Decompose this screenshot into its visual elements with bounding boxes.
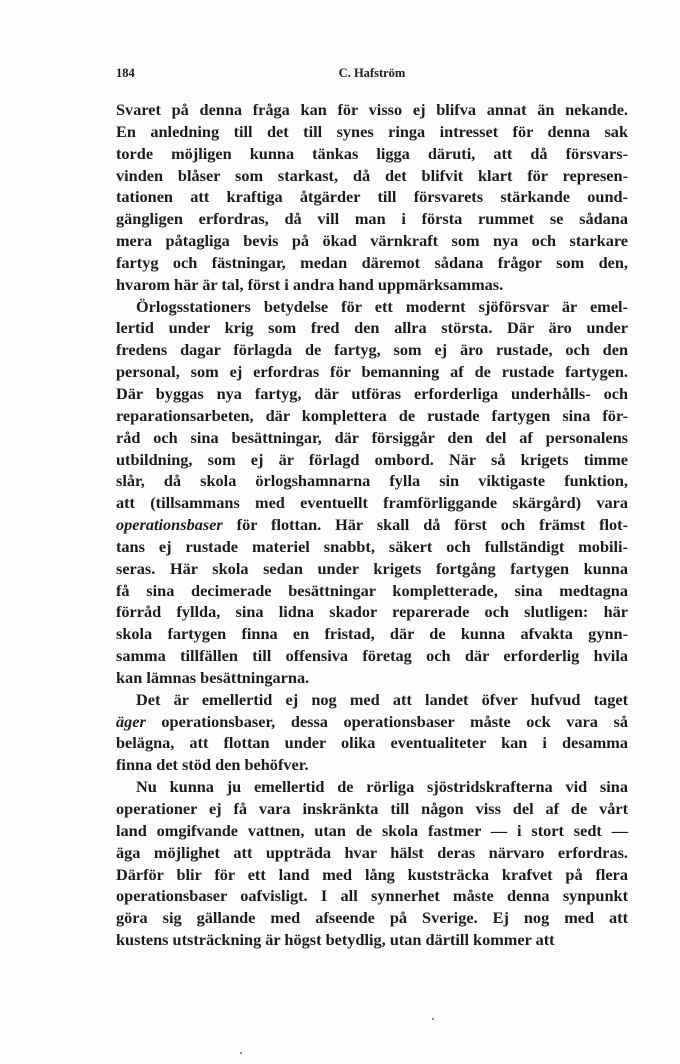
text-line (116, 820, 628, 842)
text-line (116, 645, 628, 667)
text-segment: operationer ej få vara inskränkta till någon viss del af de vårt (116, 799, 628, 818)
text-segment: operationsbaser, dessa operationsbaser måste ock vara så (145, 711, 628, 731)
text-segment: kustens utsträckning är högst betydlig, utan därtill kommer att (116, 930, 555, 950)
text-line (116, 208, 628, 230)
text-segment: att (tillsammans med eventuellt framförliggande skärgård) vara (116, 493, 628, 513)
text-line (116, 754, 628, 776)
text-segment: göra sig gällande med afseende på Sverige. Ej nog med att (116, 908, 628, 928)
text-line (116, 186, 628, 208)
text-segment: förråd fyllda, sina lidna skador reparerade och slutligen: här (116, 602, 628, 622)
text-line (116, 492, 628, 514)
text-segment: Svaret på denna fråga kan för visso ej blifva annat än nekande. (116, 100, 628, 119)
text-line (116, 296, 628, 318)
text-segment: operationsbaser oafvisligt. I all synnerhet måste denna synpunkt (116, 886, 628, 906)
text-line (116, 383, 628, 405)
text-segment: vinden blåser som starkast, då det blifvit klart för represen- (116, 165, 628, 185)
body-text (116, 99, 628, 951)
text-line (116, 558, 628, 580)
text-line (116, 929, 628, 951)
text-segment: hvarom här är tal, först i andra hand uppmärksammas. (116, 274, 504, 294)
text-segment: belägna, att flottan under olika eventualiteter kan i desamma (116, 733, 628, 753)
text-line (116, 230, 628, 252)
text-line (116, 601, 628, 623)
text-line (116, 689, 628, 711)
emphasized-text: äger (116, 711, 146, 731)
text-segment: slår, då skola örlogshamnarna fylla sin viktigaste funktion, (116, 471, 628, 491)
text-segment: för flottan. Här skall då först och främst flot- (222, 515, 628, 535)
text-segment: utbildning, som ej är förlagd ombord. När så krigets timme (116, 449, 628, 469)
text-line (116, 252, 628, 274)
text-line (116, 776, 628, 798)
text-segment: tans ej rustade materiel snabbt, säkert och fullständigt mobili- (116, 536, 628, 556)
text-line (116, 514, 628, 536)
text-segment: kan lämnas besättningarna. (116, 667, 310, 687)
text-line (116, 274, 628, 296)
text-line (116, 405, 628, 427)
text-segment: tationen att kraftiga åtgärder till försvarets stärkande ound- (116, 187, 628, 207)
text-line (116, 470, 628, 492)
text-line (116, 121, 628, 143)
running-title: C. Hafström (338, 66, 406, 80)
text-line (116, 361, 628, 383)
scan-speck (240, 1052, 242, 1054)
text-segment: personal, som ej erfordras för bemanning af de rustade fartygen. (116, 362, 628, 382)
text-line (116, 732, 628, 754)
text-segment: fredens dagar förlagda de fartyg, som ej äro rustade, och den (116, 340, 628, 360)
text-segment: Där byggas nya fartyg, där utföras erforderliga underhålls- och (116, 383, 628, 403)
text-segment: En anledning till det till synes ringa intresset för denna sak (116, 121, 628, 141)
text-line (116, 798, 628, 820)
text-segment: lertid under krig som fred den allra största. Där äro under (116, 318, 628, 338)
text-line (116, 99, 628, 121)
page-header (116, 66, 628, 86)
text-segment: råd och sina besättningar, där försiggår den del af personalens (116, 427, 628, 447)
text-segment: Det är emellertid ej nog med att landet öfver hufvud taget (136, 689, 628, 709)
text-line (116, 907, 628, 929)
text-line (116, 711, 628, 733)
text-line (116, 339, 628, 361)
text-line (116, 864, 628, 886)
text-line (116, 165, 628, 187)
text-segment: Örlogsstationers betydelse för ett modernt sjöförsvar är emel- (136, 296, 628, 316)
text-segment: gängligen erfordras, då vill man i första rummet se sådana (116, 209, 628, 229)
text-segment: finna det stöd den behöfver. (116, 755, 309, 775)
page-number: 184 (116, 66, 135, 80)
text-line (116, 885, 628, 907)
text-segment: torde möjligen kunna tänkas ligga däruti, att då försvars- (116, 143, 628, 163)
text-segment: skola fartygen finna en fristad, där de kunna afvakta gynn- (116, 624, 628, 644)
text-segment: Därför blir för ett land med lång kuststräcka krafvet på flera (116, 864, 628, 884)
text-segment: mera påtagliga bevis på ökad värnkraft som nya och starkare (116, 231, 628, 251)
text-segment: äga möjlighet att uppträda hvar hälst deras närvaro erfordras. (116, 842, 628, 862)
text-line (116, 427, 628, 449)
text-line (116, 449, 628, 471)
text-segment: fartyg och fästningar, medan däremot sådana frågor som den, (116, 252, 628, 272)
text-line (116, 842, 628, 864)
text-line (116, 580, 628, 602)
text-segment: seras. Här skola sedan under krigets fortgång fartygen kunna (116, 558, 628, 578)
text-line (116, 623, 628, 645)
text-line (116, 667, 628, 689)
emphasized-text: operationsbaser (116, 515, 223, 535)
text-line (116, 317, 628, 339)
text-line (116, 536, 628, 558)
text-segment: samma tillfällen till offensiva företag och där erforderlig hvila (116, 646, 628, 666)
text-line (116, 143, 628, 165)
text-segment: reparationsarbeten, där komplettera de rustade fartygen sina för- (116, 405, 628, 425)
text-segment: få sina decimerade besättningar kompletterade, sina medtagna (116, 580, 628, 600)
text-segment: Nu kunna ju emellertid de rörliga sjöstridskrafterna vid sina (136, 777, 628, 797)
text-segment: land omgifvande vattnen, utan de skola fastmer — i stort sedt — (116, 820, 628, 840)
scan-speck (432, 1018, 434, 1020)
